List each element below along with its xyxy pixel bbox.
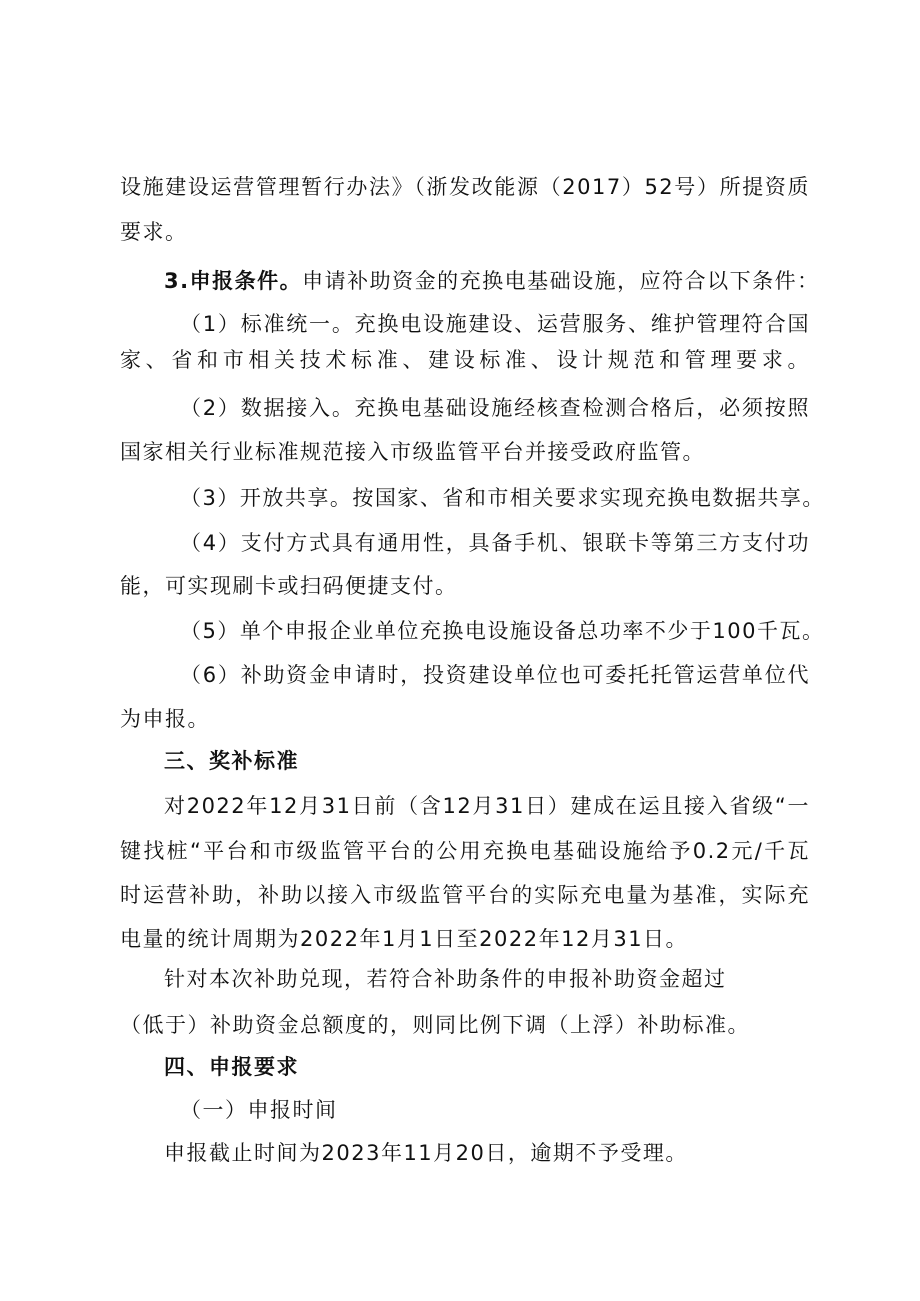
section-heading: 三、奖补标准 [164,749,299,773]
text-line: 申报截止时间为2023年11月20日，逾期不予受理。 [164,1141,688,1165]
text-line: 家、省和市相关技术标准、建设标准、设计规范和管理要求。 [120,348,810,372]
text-line: 时运营补助，补助以接入市级监管平台的实际充电量为基准，实际充 [120,883,810,907]
text-line: 键找桩“平台和市级监管平台的公用充换电基础设施给予0.2元/千瓦 [120,839,810,863]
text-line: （1）标准统一。充换电设施建设、运营服务、维护管理符合国 [180,312,810,336]
text-line: （3）开放共享。按国家、省和市相关要求实现充换电数据共享。 [180,486,825,510]
text-line: （4）支付方式具有通用性，具备手机、银联卡等第三方支付功 [180,531,810,555]
text-line: 电量的统计周期为2022年1月1日至2022年12月31日。 [120,927,689,951]
text-line: 要求。 [120,220,188,244]
subsection-heading: （一）申报时间 [180,1098,338,1122]
text-line: 为申报。 [120,707,210,731]
text-line: （低于）补助资金总额度的，则同比例下调（上浮）补助标准。 [120,1013,750,1037]
text-line: 针对本次补助兑现，若符合补助条件的申报补助资金超过 [164,967,727,991]
text-line: 国家相关行业标准规范接入市级监管平台并接受政府监管。 [120,440,705,464]
text-line: （2）数据接入。充换电基础设施经核查检测合格后，必须按照 [180,396,810,420]
section-condition-line [164,266,820,296]
text-line: 设施建设运营管理暂行办法》（浙发改能源（2017）52号）所提资质 [120,175,810,199]
section-heading: 四、申报要求 [164,1055,299,1079]
text-line: （5）单个申报企业单位充换电设施设备总功率不少于100千瓦。 [180,619,825,643]
text-line: （6）补助资金申请时，投资建设单位也可委托托管运营单位代 [180,663,810,687]
text-run: 申请补助资金的充换电基础设施，应符合以下条件： [302,269,820,293]
text-line: 对2022年12月31日前（含12月31日）建成在运且接入省级“一 [164,794,810,818]
text-line: 能，可实现刷卡或扫码便捷支付。 [120,574,458,598]
section-heading-3: 3.申报条件。 [164,269,303,293]
